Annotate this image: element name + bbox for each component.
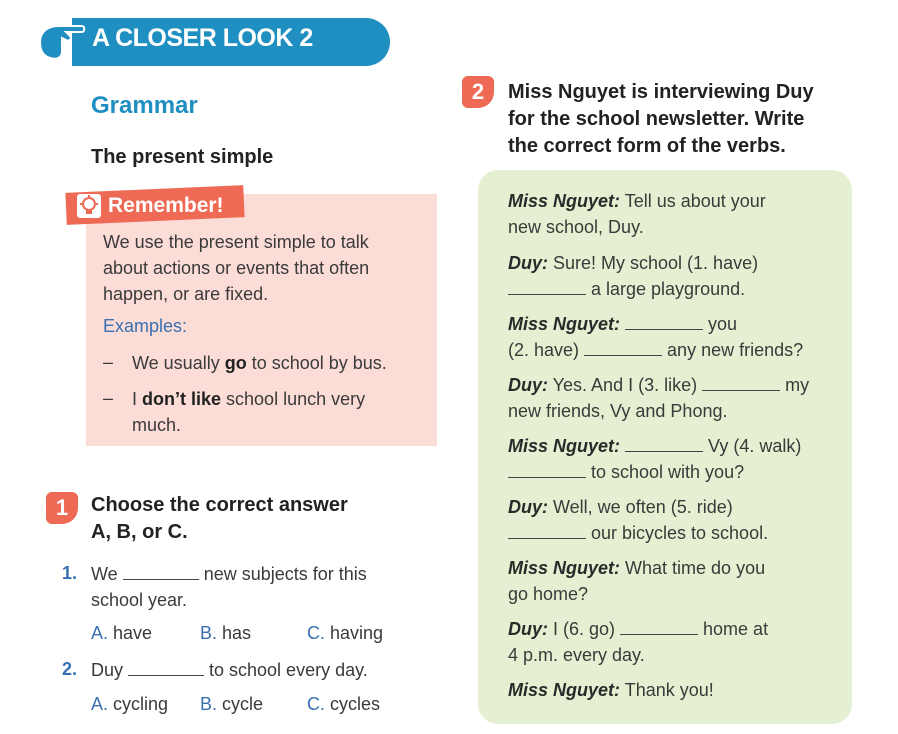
option-b[interactable]: B. cycle bbox=[200, 694, 264, 714]
dialogue-line: Miss Nguyet: Tell us about your bbox=[508, 191, 766, 211]
answer-blank[interactable] bbox=[702, 373, 780, 391]
dialogue-line: Duy: Sure! My school (1. have) bbox=[508, 253, 759, 273]
dialogue-line: Miss Nguyet: you bbox=[508, 314, 738, 334]
pointing-hand-icon bbox=[36, 18, 86, 66]
example-dash: – bbox=[103, 388, 114, 408]
example-sentence-continuation: much. bbox=[132, 415, 182, 435]
banner-title: A CLOSER LOOK 2 bbox=[92, 24, 313, 52]
question-text-continuation: school year. bbox=[91, 590, 188, 610]
answer-blank[interactable] bbox=[625, 434, 703, 452]
example-sentence: I don’t like school lunch very bbox=[132, 389, 366, 409]
answer-blank[interactable] bbox=[508, 277, 586, 295]
answer-blank[interactable] bbox=[625, 312, 703, 330]
dialogue-line: to school with you? bbox=[508, 459, 744, 485]
remember-text-line: about actions or events that often bbox=[103, 258, 370, 278]
remember-label: Remember! bbox=[108, 194, 224, 217]
option-c[interactable]: C. having bbox=[307, 623, 384, 643]
task-number-badge: 1 bbox=[46, 492, 78, 524]
present-simple-heading: The present simple bbox=[91, 146, 274, 168]
task2-title: Miss Nguyet is interviewing Duy bbox=[508, 81, 814, 103]
dialogue-line: Duy: Well, we often (5. ride) bbox=[508, 497, 733, 517]
dialogue-line: Duy: I (6. go) home at bbox=[508, 619, 769, 639]
answer-blank[interactable] bbox=[584, 338, 662, 356]
answer-blank[interactable] bbox=[508, 460, 586, 478]
option-b[interactable]: B. has bbox=[200, 623, 252, 643]
task1-title: A, B, or C. bbox=[91, 521, 188, 543]
dialogue-line: (2. have) any new friends? bbox=[508, 340, 804, 360]
dialogue-line: Duy: Yes. And I (3. like) my bbox=[508, 375, 810, 395]
example-sentence: We usually go to school by bus. bbox=[132, 353, 387, 373]
cut-off-text-line bbox=[60, 728, 420, 734]
dialogue-line: 4 p.m. every day. bbox=[508, 645, 645, 665]
answer-blank[interactable] bbox=[620, 617, 698, 635]
dialogue-line: new school, Duy. bbox=[508, 217, 644, 237]
task-number-badge: 2 bbox=[462, 76, 494, 108]
task2-title: for the school newsletter. Write bbox=[508, 108, 805, 130]
dialogue-line: a large playground. bbox=[508, 276, 745, 302]
dialogue-line: Miss Nguyet: Vy (4. walk) bbox=[508, 436, 802, 456]
option-c[interactable]: C. cycles bbox=[307, 694, 381, 714]
dialogue-line: Miss Nguyet: What time do you bbox=[508, 558, 766, 578]
task1-title: Choose the correct answer bbox=[91, 494, 348, 516]
examples-label: Examples: bbox=[103, 316, 188, 336]
option-a[interactable]: A. have bbox=[91, 623, 153, 643]
question-number: 1. bbox=[62, 563, 78, 583]
answer-blank[interactable] bbox=[128, 658, 204, 676]
question-number: 2. bbox=[62, 659, 78, 679]
lightbulb-icon bbox=[76, 193, 102, 219]
grammar-heading: Grammar bbox=[91, 92, 198, 119]
answer-blank[interactable] bbox=[123, 562, 199, 580]
dialogue-line: go home? bbox=[508, 584, 589, 604]
dialogue-line: Miss Nguyet: Thank you! bbox=[508, 680, 714, 700]
task2-title: the correct form of the verbs. bbox=[508, 135, 786, 157]
option-a[interactable]: A. cycling bbox=[91, 694, 169, 714]
remember-text-line: We use the present simple to talk bbox=[103, 232, 369, 252]
dialogue-line: new friends, Vy and Phong. bbox=[508, 401, 728, 421]
dialogue-line: our bicycles to school. bbox=[508, 520, 768, 546]
question-text: We new subjects for this bbox=[91, 564, 367, 584]
remember-text-line: happen, or are fixed. bbox=[103, 284, 269, 304]
example-dash: – bbox=[103, 352, 114, 372]
question-text: Duy to school every day. bbox=[91, 660, 368, 680]
answer-blank[interactable] bbox=[508, 521, 586, 539]
